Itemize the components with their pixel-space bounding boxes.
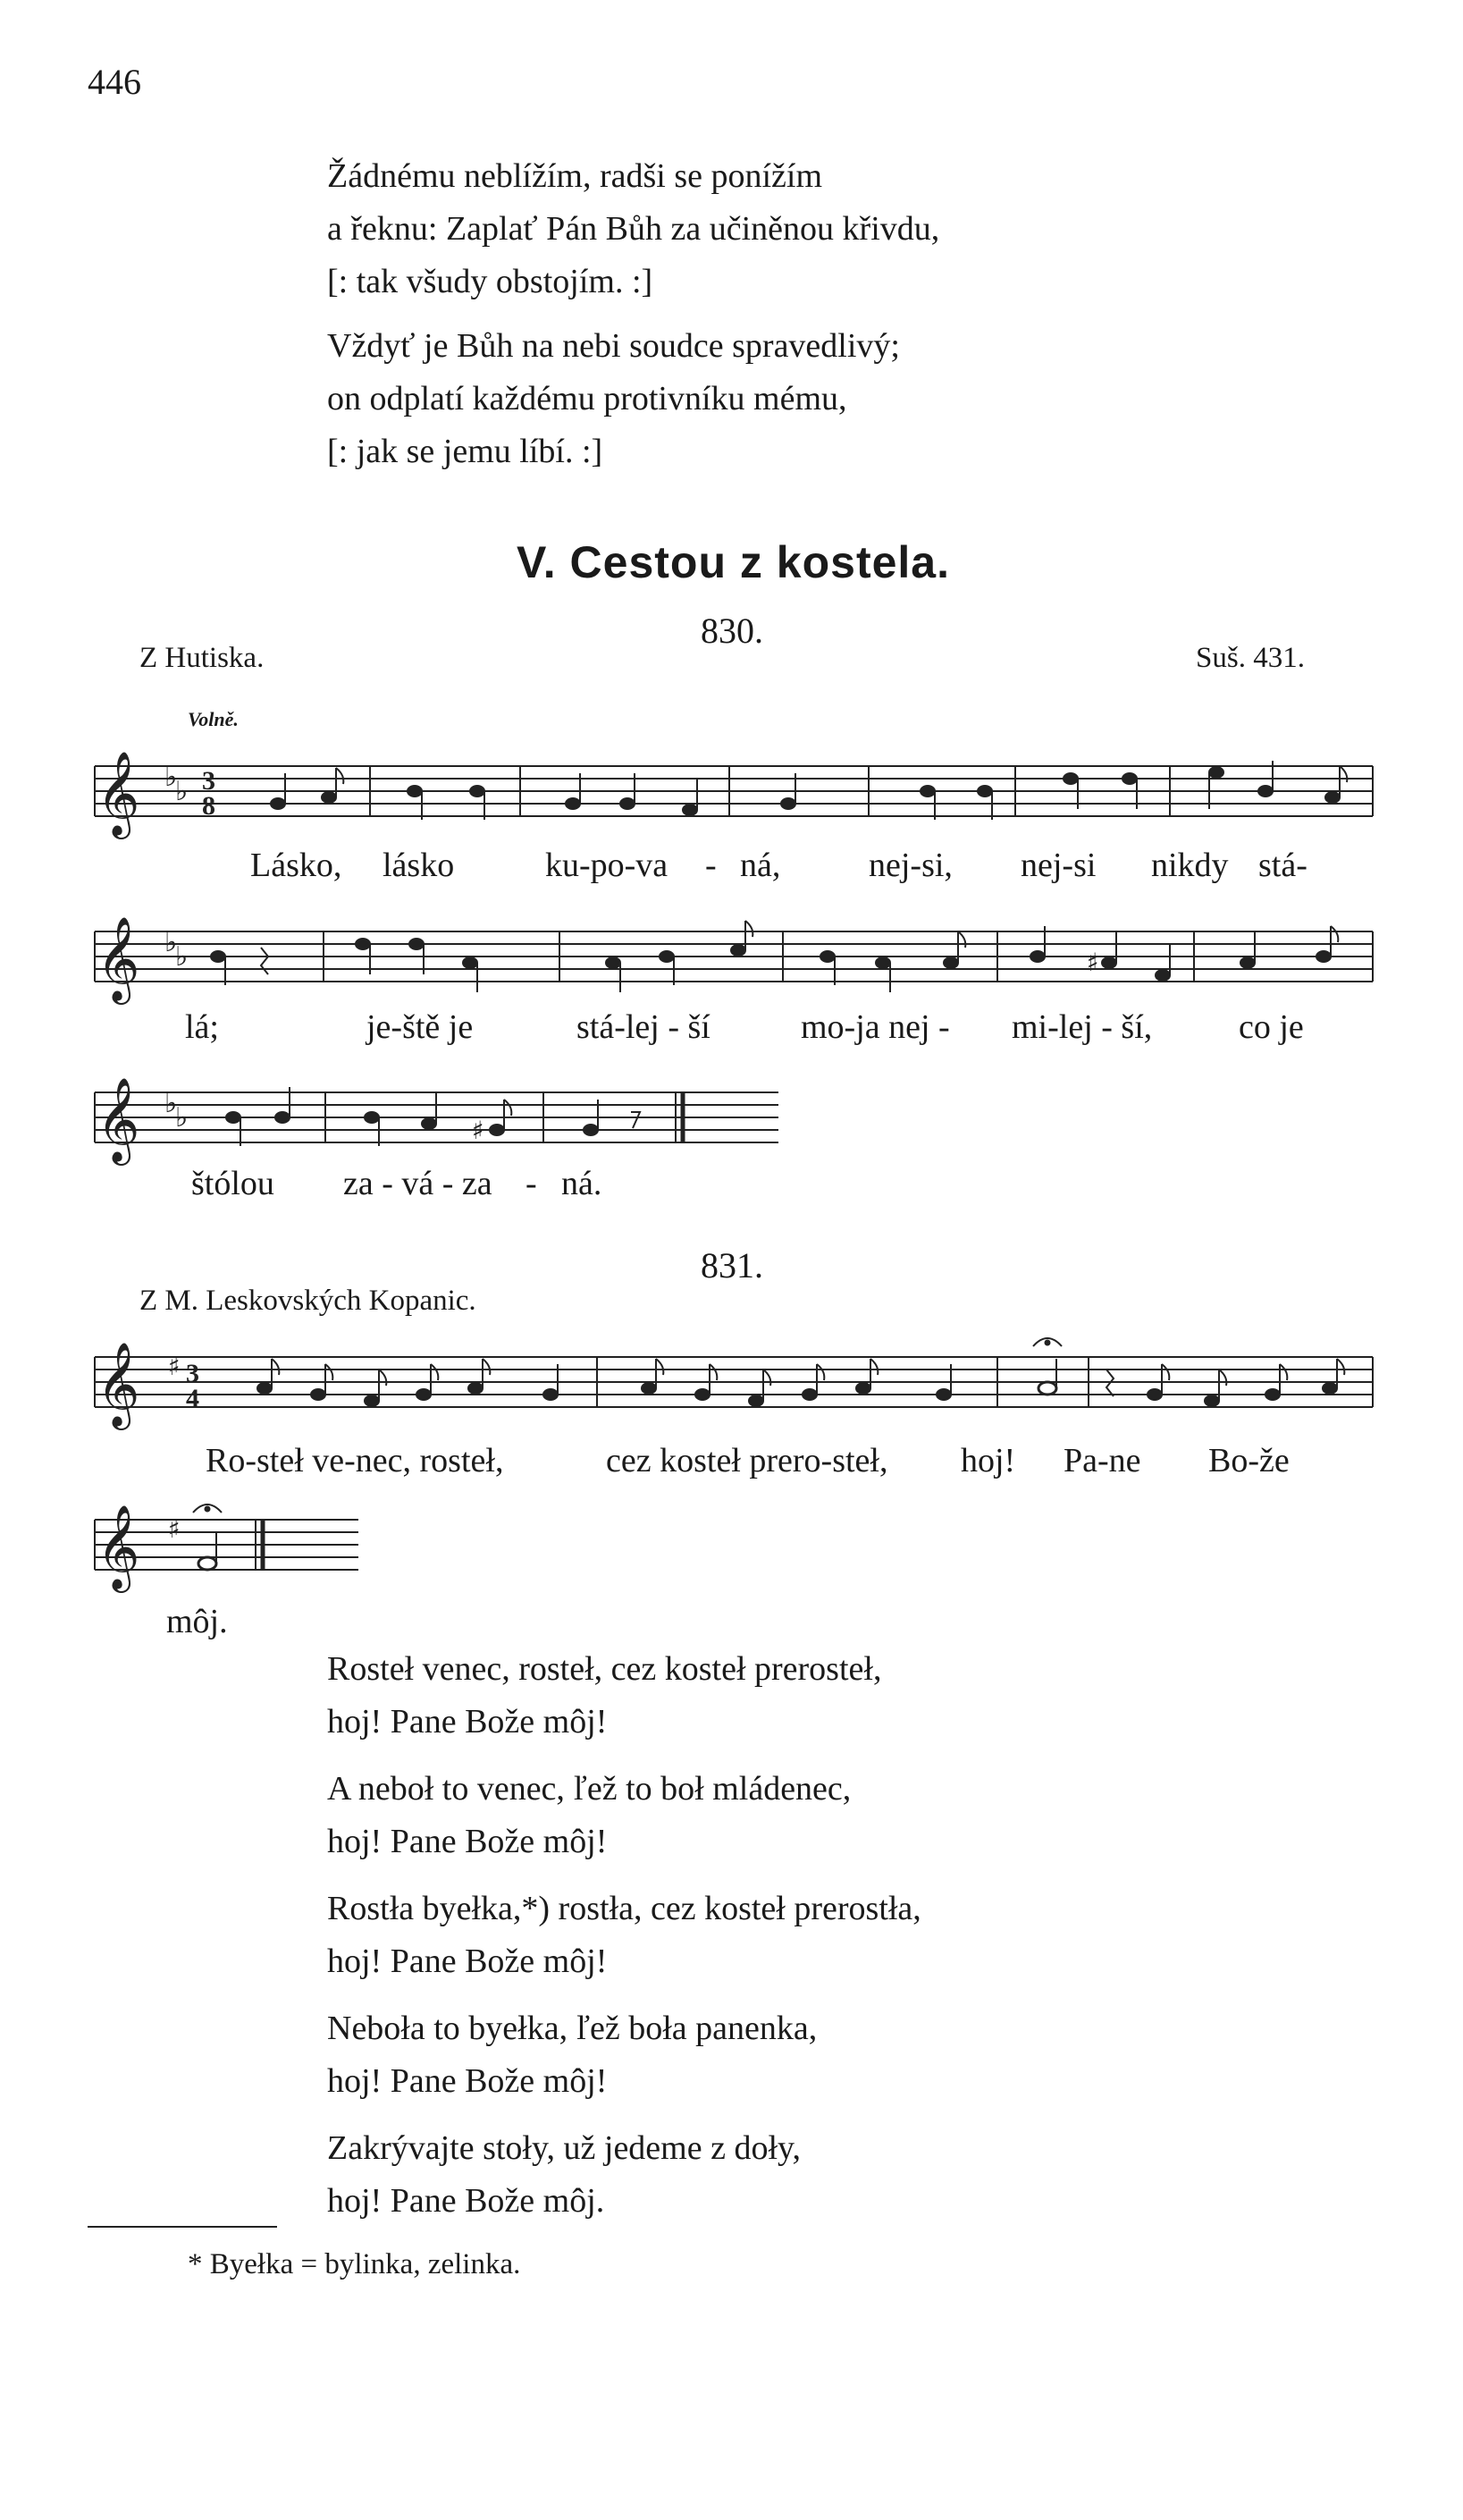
verse-line: hoj! Pane Bože môj! xyxy=(327,2062,608,2100)
music-staff xyxy=(86,1332,1377,1430)
lyrics-831-line-1 xyxy=(0,1441,1463,1486)
music-staff xyxy=(86,1073,783,1162)
intro-stanza-2 xyxy=(327,320,900,478)
lyric-syllable: štólou xyxy=(191,1165,274,1202)
treble-clef-icon: 𝄞 xyxy=(97,1342,140,1427)
music-staff xyxy=(86,1495,363,1593)
song-source-831: Z M. Leskovských Kopanic. xyxy=(139,1285,476,1317)
lyric-syllable: stá-lej - ší xyxy=(576,1008,710,1046)
lyrics-830-line-2 xyxy=(0,1007,1463,1052)
lyric-syllable: Bo-že xyxy=(1208,1442,1290,1479)
flat-icon: ♭ xyxy=(164,762,178,793)
verse-line: Rostła byełka,*) rostła, cez kosteł prerostła, xyxy=(327,1890,921,1927)
lyric-syllable: cez kosteł prero-steł, xyxy=(606,1442,888,1479)
song-831-stanza-1 xyxy=(327,1643,881,1749)
lyrics-830-line-1 xyxy=(0,846,1463,890)
treble-clef-icon: 𝄞 xyxy=(97,1077,140,1162)
page-number: 446 xyxy=(88,62,141,102)
lyric-syllable: nej-si xyxy=(1021,847,1097,884)
flat-icon: ♭ xyxy=(175,1102,189,1134)
song-number-830: 830. xyxy=(701,611,763,651)
time-signature: 8 xyxy=(202,791,215,821)
lyric-syllable: ná. xyxy=(561,1165,602,1202)
verse-line: Rosteł venec, rosteł, cez kosteł prerosteł, xyxy=(327,1650,882,1688)
verse-line: Žádnému neblížím, radši se ponížím xyxy=(327,157,823,195)
lyric-syllable: za - vá - za xyxy=(343,1165,492,1202)
verse-line: hoj! Pane Bože môj! xyxy=(327,1703,608,1740)
sharp-icon: ♯ xyxy=(168,1352,181,1381)
flat-icon: ♭ xyxy=(164,1088,178,1119)
song-reference-830: Suš. 431. xyxy=(1196,642,1305,674)
song-831-stanza-2 xyxy=(327,1763,851,1868)
music-staff xyxy=(86,746,1377,836)
verse-line: on odplatí každému protivníku mému, xyxy=(327,380,847,417)
lyric-syllable: ku-po-va xyxy=(545,847,668,884)
time-signature: 4 xyxy=(186,1384,199,1413)
time-signature: 3 xyxy=(202,766,215,796)
flat-icon: ♭ xyxy=(175,941,189,973)
lyric-syllable: lá; xyxy=(185,1008,219,1046)
footnote: * Byełka = bylinka, zelinka. xyxy=(188,2248,521,2280)
tempo-marking: Volně. xyxy=(188,708,239,730)
lyric-syllable: stá- xyxy=(1258,847,1307,884)
lyric-syllable: Pa-ne xyxy=(1064,1442,1141,1479)
verse-line: Zakrývajte stoły, už jedeme z doły, xyxy=(327,2129,802,2167)
svg-text:♯: ♯ xyxy=(472,1116,484,1145)
treble-clef-icon: 𝄞 xyxy=(97,1504,140,1589)
lyric-syllable: ná, xyxy=(740,847,781,884)
lyric-syllable: je-ště je xyxy=(366,1008,474,1046)
lyric-syllable: - xyxy=(526,1165,537,1202)
music-staff xyxy=(86,912,1377,1001)
time-signature: 3 xyxy=(186,1359,199,1388)
lyrics-831-line-2 xyxy=(0,1602,1463,1647)
lyric-syllable: co je xyxy=(1239,1008,1304,1046)
verse-line: hoj! Pane Bože môj! xyxy=(327,1823,608,1860)
verse-line: Vždyť je Bůh na nebi soudce spravedlivý; xyxy=(327,327,900,365)
flat-icon: ♭ xyxy=(164,927,178,958)
lyric-syllable: lásko xyxy=(383,847,455,884)
song-source-830: Z Hutiska. xyxy=(139,642,265,674)
lyric-syllable: nikdy xyxy=(1151,847,1229,884)
song-number-831: 831. xyxy=(701,1245,763,1285)
lyric-syllable: Ro-steł ve-nec, rosteł, xyxy=(206,1442,504,1479)
lyric-syllable: nej-si, xyxy=(869,847,953,884)
flat-icon: ♭ xyxy=(175,776,189,807)
svg-text:♯: ♯ xyxy=(1087,948,1099,977)
lyrics-830-line-3 xyxy=(0,1164,1463,1209)
sharp-icon: ♯ xyxy=(168,1514,181,1544)
verse-line: a řeknu: Zaplať Pán Bůh za učiněnou křivdu, xyxy=(327,210,940,248)
verse-line: [: tak všudy obstojím. :] xyxy=(327,263,653,300)
lyric-syllable: hoj! xyxy=(961,1442,1016,1479)
intro-stanza-1 xyxy=(327,150,939,308)
footnote-divider xyxy=(88,2226,277,2228)
treble-clef-icon: 𝄞 xyxy=(97,751,140,836)
lyric-syllable: Lásko, xyxy=(250,847,342,884)
verse-line: Neboła to byełka, ľež boła panenka, xyxy=(327,2010,818,2047)
song-831-stanza-5 xyxy=(327,2122,801,2228)
section-title: V. Cestou z kostela. xyxy=(517,537,950,587)
verse-line: hoj! Pane Bože môj! xyxy=(327,1943,608,1980)
lyric-syllable: mi-lej - ší, xyxy=(1012,1008,1153,1046)
song-831-stanza-3 xyxy=(327,1883,921,1988)
song-831-stanza-4 xyxy=(327,2002,817,2108)
verse-line: [: jak se jemu líbí. :] xyxy=(327,433,603,470)
lyric-syllable: môj. xyxy=(166,1603,228,1640)
treble-clef-icon: 𝄞 xyxy=(97,916,140,1001)
verse-line: A neboł to venec, ľež to boł mládenec, xyxy=(327,1770,852,1808)
lyric-syllable: mo-ja nej - xyxy=(801,1008,950,1046)
verse-line: hoj! Pane Bože môj. xyxy=(327,2182,605,2220)
lyric-syllable: - xyxy=(705,847,717,884)
